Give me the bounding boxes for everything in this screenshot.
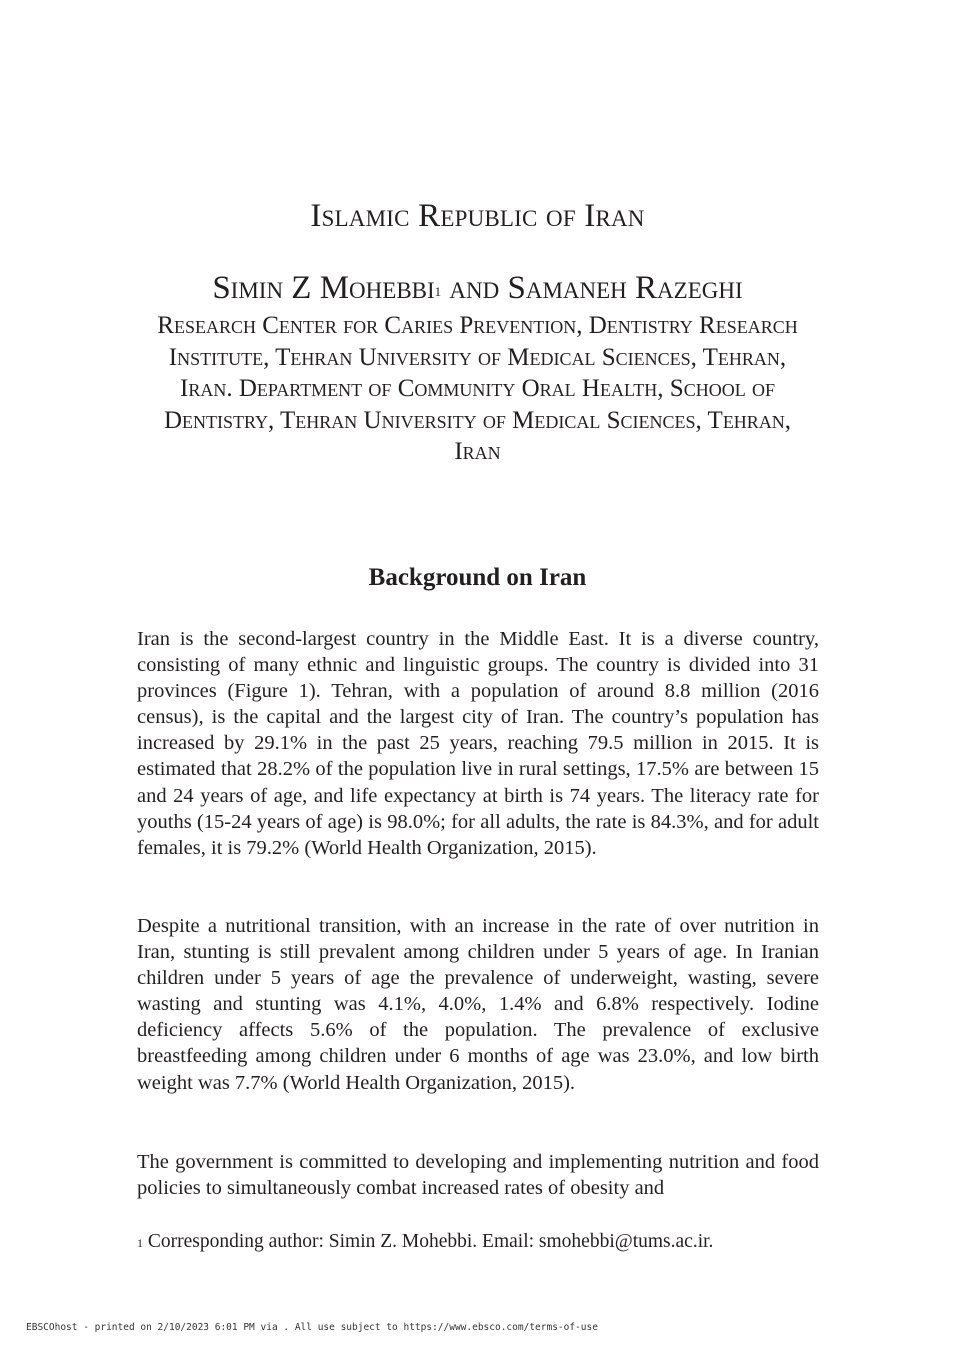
chapter-title: Islamic Republic of Iran xyxy=(310,198,645,234)
author-name-first: Simin Z Mohebbi xyxy=(212,270,435,306)
footnote-marker: 1 xyxy=(434,284,442,299)
author-line xyxy=(0,268,955,308)
footnote xyxy=(137,1230,819,1254)
footnote-number: 1 xyxy=(137,1236,143,1250)
author-affiliation: Research Center for Caries Prevention, Dentistry Research Institute, Tehran University of Medical Sciences, Tehran, Iran. Department of Community Oral Health, School of Dentistry, Tehran University of Medical Sciences, Tehran, Iran xyxy=(157,312,798,465)
footnote-text: Corresponding author: Simin Z. Mohebbi. Email: smohebbi@tums.ac.ir. xyxy=(143,1231,714,1252)
body-paragraph: The government is committed to developing and implementing nutrition and food policies to simultaneously combat increased rates of obesity and xyxy=(137,1151,819,1200)
author-name-rest: and Samaneh Razeghi xyxy=(441,270,743,306)
body-paragraph: Iran is the second-largest country in the Middle East. It is a diverse country, consisting of many ethnic and linguistic groups. The country is divided into 31 provinces (Figure 1). Tehran, with a population of around 8.8 million (2016 census), is the capital and the largest city of Iran. The country’s population has increased by 29.1% in the past 25 years, reaching 79.5 million in 2015. It is estimated that 28.2% of the population live in rural settings, 17.5% are between 15 and 24 years of age, and life expectancy at birth is 74 years. The literacy rate for youths (15-24 years of age) is 98.0%; for all adults, the rate is 84.3%, and for adult females, it is 79.2% (World Health Organization, 2015). xyxy=(137,628,819,859)
print-footer: EBSCOhost - printed on 2/10/2023 6:01 PM via . All use subject to https://www.ebsco.com/terms-of-use xyxy=(26,1322,598,1333)
body-paragraph: Despite a nutritional transition, with an increase in the rate of over nutrition in Iran, stunting is still prevalent among children under 5 years of age. In Iranian children under 5 years of age the prevalence of underweight, wasting, severe wasting and stunting was 4.1%, 4.0%, 1.4% and 6.8% respectively. Iodine deficiency affects 5.6% of the population. The prevalence of exclusive breastfeeding among children under 6 months of age was 23.0%, and low birth weight was 7.7% (World Health Organization, 2015). xyxy=(137,915,819,1094)
section-heading: Background on Iran xyxy=(368,564,587,591)
